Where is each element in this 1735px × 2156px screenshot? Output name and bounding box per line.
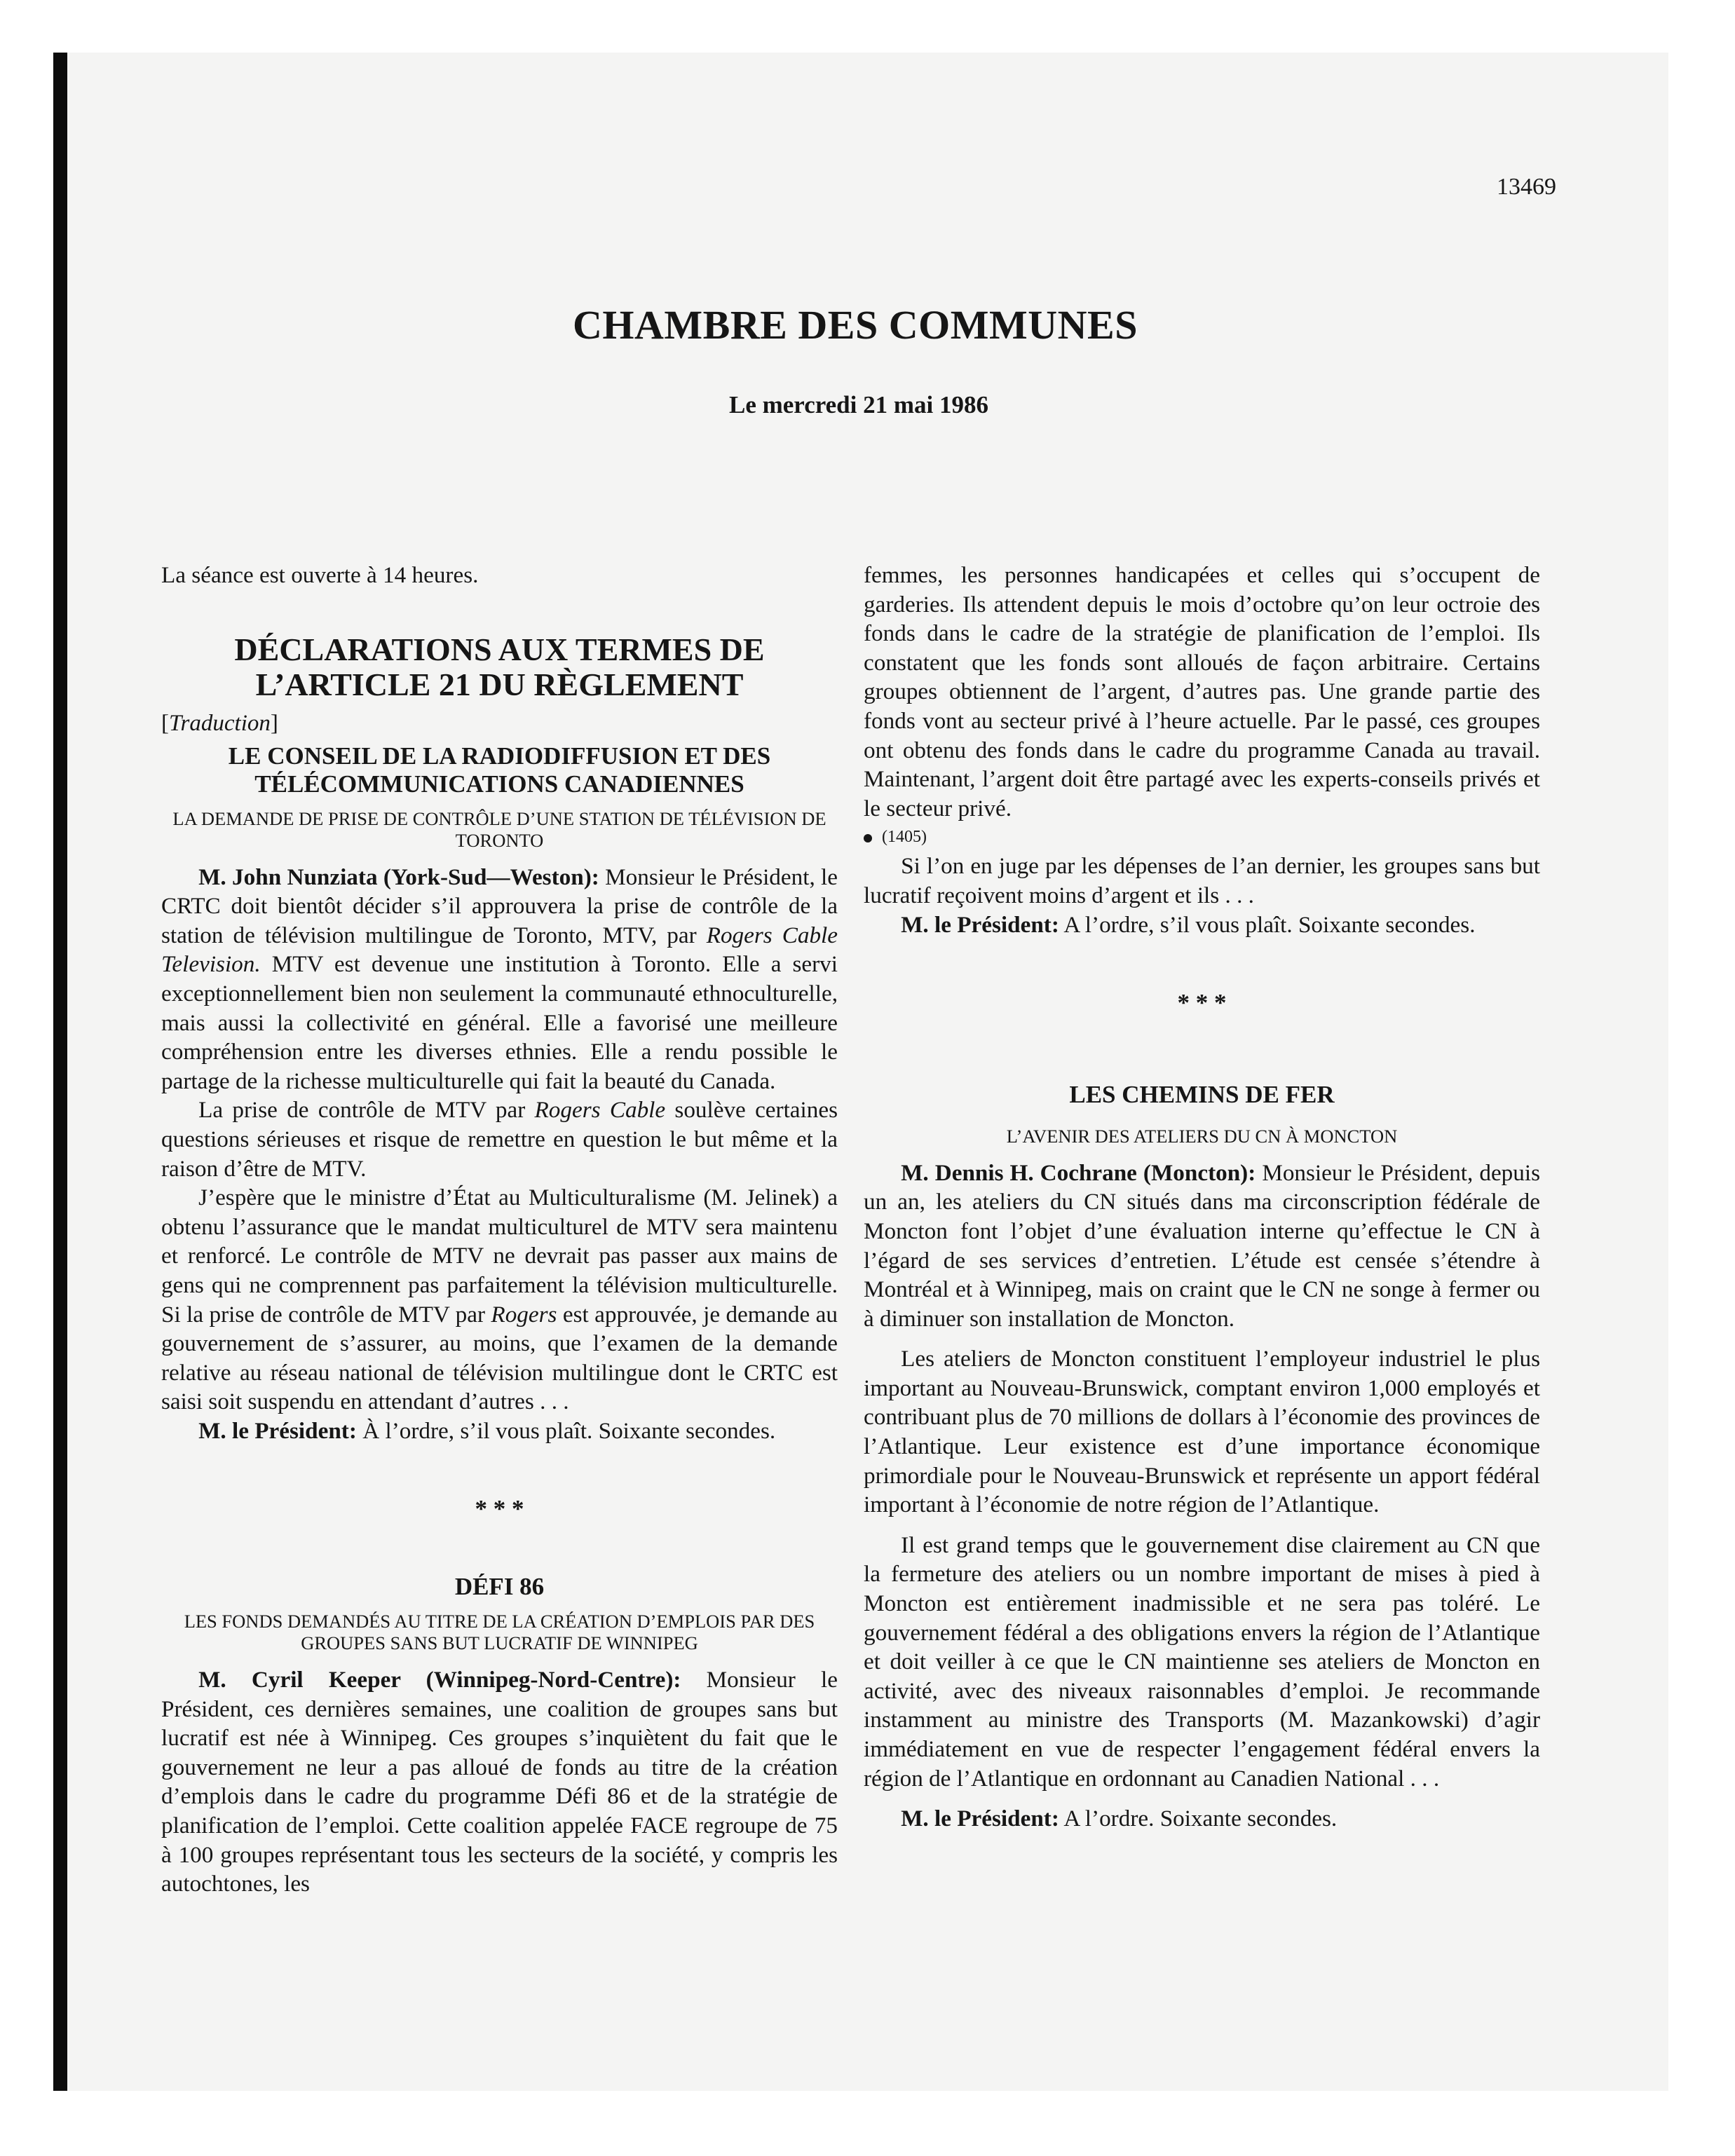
railways-subheading: L’AVENIR DES ATELIERS DU CN À MONCTON bbox=[1006, 1125, 1398, 1147]
nunziata-text-2a: La prise de contrôle de MTV par bbox=[198, 1097, 535, 1124]
keeper-continuation: femmes, les personnes handicapées et celles qui s’occupent de garderies. Ils attendent depuis le mois d’octobre qu’on leur octroie des fonds dans le cadre de la stratégie de planification de l’emploi. Ils constatent que les fonds sont alloués de façon arbitraire. Certains groupes obtiennent de l’argent, d’autres pas. Une grande partie des fonds vont au secteur privé à l’heure actuelle. Par le passé, ces groupes ont obtenu des fonds dans le cadre du programme Canada au travail. Maintenant, l’argent doit être partagé avec les experts-conseils privés et le secteur privé. bbox=[864, 562, 1540, 821]
keeper-paragraph-2: Si l’on en juge par les dépenses de l’an dernier, les groupes sans but lucratif reçoivent moins d’argent et ils . . . bbox=[864, 853, 1540, 908]
right-column bbox=[864, 561, 1540, 1834]
rogers-cable-tv: Rogers Cable Television. bbox=[161, 922, 838, 978]
ruling-text-3: A l’ordre. Soixante secondes. bbox=[1059, 1806, 1338, 1832]
speaker-president-3: M. le Président: bbox=[901, 1806, 1059, 1832]
speaker-cochrane: M. Dennis H. Cochrane (Moncton): bbox=[901, 1159, 1256, 1186]
nunziata-paragraph-2 bbox=[161, 1096, 838, 1183]
speaker-president: M. le Président: bbox=[198, 1417, 357, 1444]
page-number: 13469 bbox=[1497, 174, 1556, 200]
cochrane-paragraph-3: Il est grand temps que le gouvernement dise clairement au CN que la fermeture des ateliers ou un nombre important de mises à pied à Moncton est entièrement inadmissible et ne sera pas toléré. Le gouvernement fédéral a des obligations envers la région de l’Atlantique et doit veiller à ce que le CN maintienne ses ateliers de Moncton en activité, avec des niveaux raisonnables d’emploi. Je recommande instamment au ministre des Transports (M. Mazankowski) d’agir immédiatement en vue de respecter l’engagement fédéral envers la région de l’Atlantique en ordonnant au Canadien National . . . bbox=[864, 1531, 1540, 1792]
crtc-subheading: LA DEMANDE DE PRISE DE CONTRÔLE D’UNE STATION DE TÉLÉVISION DE TORONTO bbox=[172, 807, 826, 851]
binding-edge bbox=[53, 53, 67, 2091]
speaker-ruling-3 bbox=[864, 1804, 1540, 1834]
nunziata-paragraph-3 bbox=[161, 1183, 838, 1417]
rogers: Rogers bbox=[491, 1301, 557, 1328]
translation-note: [Traduction] bbox=[161, 710, 278, 736]
section-separator-2: * * * bbox=[1177, 989, 1227, 1017]
timestamp bbox=[864, 823, 1540, 852]
section-separator-1: * * * bbox=[475, 1495, 524, 1523]
opening-line: La séance est ouverte à 14 heures. bbox=[161, 562, 479, 588]
nunziata-text-1a: Monsieur le Président, le CRTC doit bientôt décider s’il approuvera la prise de contrôle de la station de télévision multilingue de Toronto, MTV, par bbox=[161, 864, 838, 948]
nunziata-text-3b: est approuvée, je demande au gouvernement de s’assurer, au moins, que l’examen de la demande relative au réseau national de télévision multilingue dont le CRTC est saisi soit suspendu en attendant d’autres . . . bbox=[161, 1301, 838, 1415]
nunziata-text-3a: J’espère que le ministre d’État au Multiculturalisme (M. Jelinek) a obtenu l’assurance que le mandat multiculturel de MTV sera maintenu et renforcé. Le contrôle de MTV ne devrait pas passer aux mains de gens qui ne comprennent pas parfaitement la télévision multiculturelle. Si la prise de contrôle de MTV par bbox=[161, 1185, 838, 1328]
speaker-ruling-1 bbox=[161, 1417, 838, 1446]
left-column bbox=[161, 561, 838, 1899]
speaker-president-2: M. le Président: bbox=[901, 911, 1059, 938]
nunziata-text-2b: soulève certaines questions sérieuses et risque de remettre en question le but même et la raison d’être de MTV. bbox=[161, 1097, 838, 1182]
defi-heading: DÉFI 86 bbox=[454, 1573, 545, 1601]
crtc-heading: LE CONSEIL DE LA RADIODIFFUSION ET DES TÉLÉCOMMUNICATIONS CANADIENNES bbox=[228, 742, 771, 798]
cochrane-paragraph-1 bbox=[864, 1159, 1540, 1334]
rogers-cable: Rogers Cable bbox=[534, 1097, 666, 1124]
nunziata-paragraph-1 bbox=[161, 863, 838, 1096]
railways-heading: LES CHEMINS DE FER bbox=[1069, 1080, 1335, 1108]
cochrane-paragraph-2: Les ateliers de Moncton constituent l’employeur industriel le plus important au Nouveau-Brunswick, comptant environ 1,000 employés et contribuant plus de 70 millions de dollars à l’économie des provinces de l’Atlantique. Leur existence est d’une importance économique primordiale pour le Nouveau-Brunswick et représente un apport fédéral important à l’économie de notre région de l’Atlantique. bbox=[864, 1346, 1540, 1518]
keeper-text-1: Monsieur le Président, ces dernières semaines, une coalition de groupes sans but lucratif est née à Winnipeg. Ces groupes s’inquiètent du fait que le gouvernement ne leur a pas alloué de fonds au titre de la création d’emplois dans le cadre du programme Défi 86 et de la stratégie de planification de l’emploi. Cette coalition appelée FACE regroupe de 75 à 100 groupes représentant tous les secteurs de la société, y compris les autochtones, les bbox=[161, 1667, 838, 1897]
ruling-text-2: A l’ordre, s’il vous plaît. Soixante secondes. bbox=[1059, 911, 1476, 938]
section-heading: DÉCLARATIONS AUX TERMES DE L’ARTICLE 21 DU RÈGLEMENT bbox=[234, 631, 765, 702]
speaker-keeper: M. Cyril Keeper (Winnipeg-Nord-Centre): bbox=[198, 1667, 681, 1693]
translation-note-text: Traduction bbox=[169, 710, 271, 736]
page-title: CHAMBRE DES COMMUNES bbox=[573, 302, 1138, 348]
ruling-text-1: À l’ordre, s’il vous plaît. Soixante secondes. bbox=[356, 1417, 776, 1444]
speaker-ruling-2 bbox=[864, 910, 1540, 940]
session-date: Le mercredi 21 mai 1986 bbox=[728, 391, 988, 418]
timestamp-text: (1405) bbox=[882, 828, 927, 847]
nunziata-text-1b: MTV est devenue une institution à Toronto. Elle a servi exceptionnellement bien non seulement la communauté ethnoculturelle, mais aussi la collectivité en général. Elle a favorisé une meilleure compréhension entre les diverses ethnies. Elle a rendu possible le partage de la richesse multiculturelle qui fait la beauté du Canada. bbox=[161, 951, 838, 1094]
defi-subheading: LES FONDS DEMANDÉS AU TITRE DE LA CRÉATION D’EMPLOIS PAR DES GROUPES SANS BUT LUCRATIF DE WINNIPEG bbox=[184, 1611, 815, 1654]
keeper-paragraph-1 bbox=[161, 1665, 838, 1899]
bullet-dot bbox=[864, 834, 872, 842]
speaker-nunziata: M. John Nunziata (York-Sud—Weston): bbox=[198, 864, 599, 890]
cochrane-text-1: Monsieur le Président, depuis un an, les ateliers du CN situés dans ma circonscription fédérale de Moncton font l’objet d’une évaluation interne qu’effectue le CN à l’égard de ses services d’entretien. L’étude est censée s’étendre à Montréal et à Winnipeg, mais on craint que le CN ne songe à fermer ou à diminuer son installation de Moncton. bbox=[864, 1159, 1540, 1332]
